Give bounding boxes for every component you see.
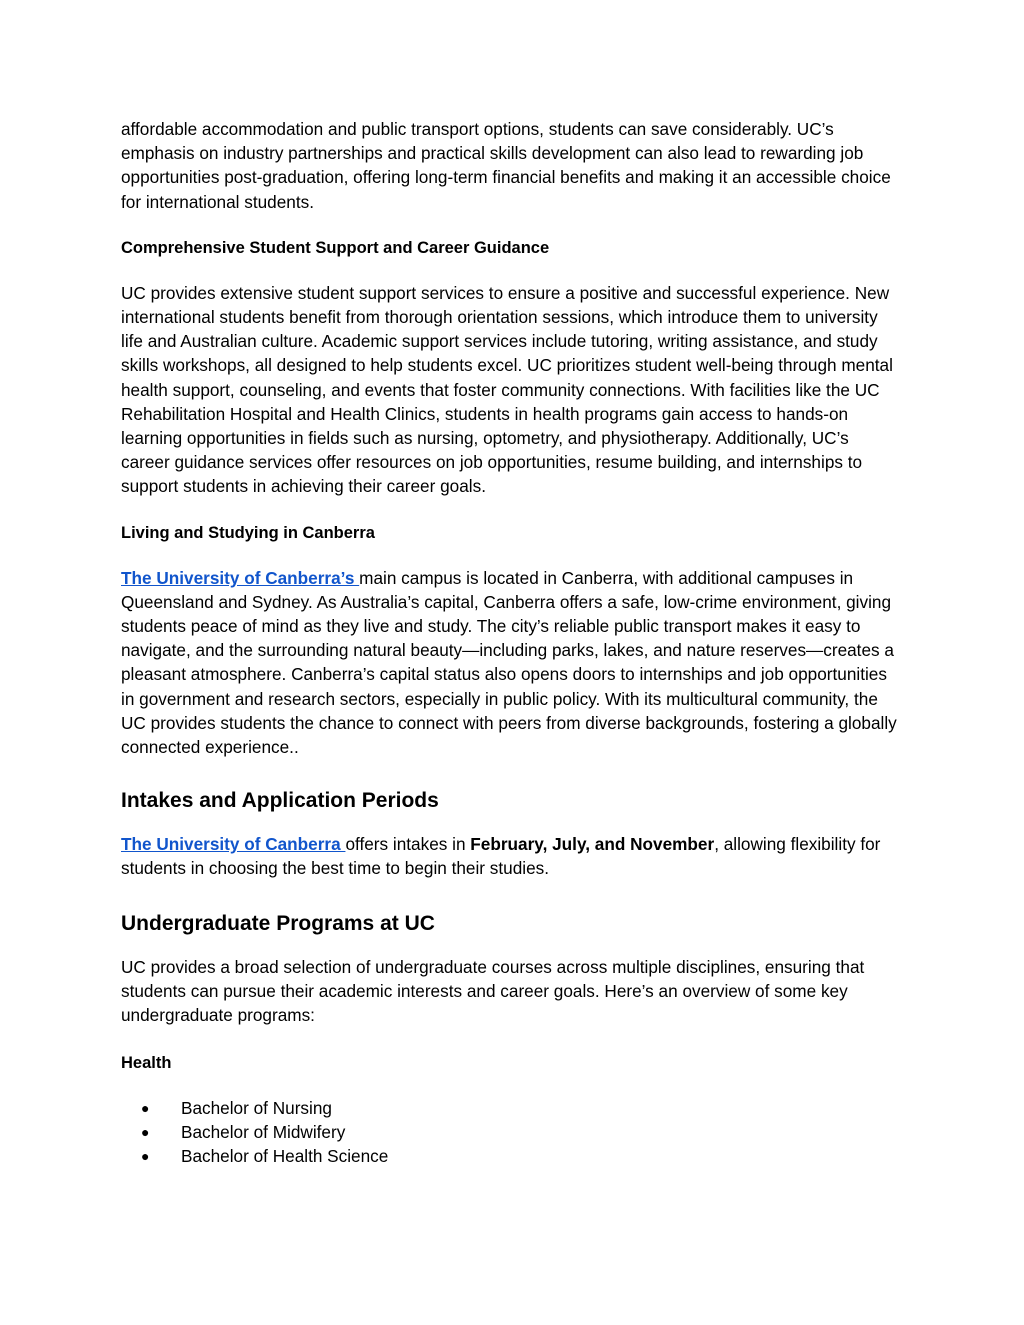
university-link[interactable]: The University of Canberra’s	[121, 567, 360, 588]
list-item-label: Bachelor of Health Science	[181, 1146, 389, 1167]
university-link[interactable]: The University of Canberra	[121, 834, 346, 855]
undergrad-paragraph: UC provides a broad selection of undergraduate courses across multiple disciplines, ensuring that students can pursue their academic interests and career goals. Here’s an overview of some key undergraduate programs:	[121, 956, 865, 1026]
living-paragraph	[121, 566, 901, 760]
support-paragraph: UC provides extensive student support services to ensure a positive and successful experience. New international students benefit from thorough orientation sessions, which introduce them to university life and Australian culture. Academic support services include tutoring, writing assistance, and study skills workshops, all designed to help students excel. UC prioritizes student well-being through mental health support, counseling, and events that foster community connections. With facilities like the UC Rehabilitation Hospital and Health Clinics, students in health programs gain access to hands-on learning opportunities in fields such as nursing, optometry, and physiotherapy. Additionally, UC’s career guidance services offer resources on job opportunities, resume building, and internships to support students in achieving their career goals.	[121, 282, 893, 497]
health-heading: Health	[121, 1054, 172, 1073]
undergrad-heading: Undergraduate Programs at UC	[121, 911, 435, 935]
living-paragraph-text: main campus is located in Canberra, with additional campuses in Queensland and Sydney. As Australia’s capital, Canberra offers a safe, low-crime environment, giving students peace of mind as they live and study. The city’s reliable public transport makes it easy to navigate, and the surrounding natural beauty—including parks, lakes, and nature reserves—creates a pleasant atmosphere. Canberra’s capital status also opens doors to internships and job opportunities in government and research sectors, especially in public policy. With its multicultural community, the UC provides students the chance to connect with peers from diverse backgrounds, fostering a globally connected experience..	[121, 567, 897, 758]
list-item	[141, 1096, 901, 1120]
bullet-icon: ●	[141, 1100, 150, 1117]
bullet-icon: ●	[141, 1124, 150, 1141]
support-heading: Comprehensive Student Support and Career Guidance	[121, 238, 550, 257]
intro-paragraph: affordable accommodation and public transport options, students can save considerably. UC’s emphasis on industry partnerships and practical skills development can also lead to rewarding job opportunities post-graduation, offering long-term financial benefits and making it an accessible choice for international students.	[121, 119, 891, 212]
list-item	[141, 1144, 901, 1168]
intakes-text-after: , allowing flexibility for students in choosing the best time to begin their studies.	[121, 834, 881, 879]
intakes-text-before: offers intakes in	[345, 834, 471, 855]
intakes-paragraph	[121, 832, 901, 880]
list-item	[141, 1120, 901, 1144]
living-heading: Living and Studying in Canberra	[121, 523, 375, 542]
document-page	[121, 117, 901, 1168]
intakes-heading: Intakes and Application Periods	[121, 789, 439, 813]
list-item-label: Bachelor of Midwifery	[181, 1122, 346, 1143]
bullet-icon: ●	[141, 1148, 150, 1165]
health-programs-list	[121, 1096, 901, 1168]
intake-months: February, July, and November	[470, 834, 715, 855]
list-item-label: Bachelor of Nursing	[181, 1098, 332, 1119]
